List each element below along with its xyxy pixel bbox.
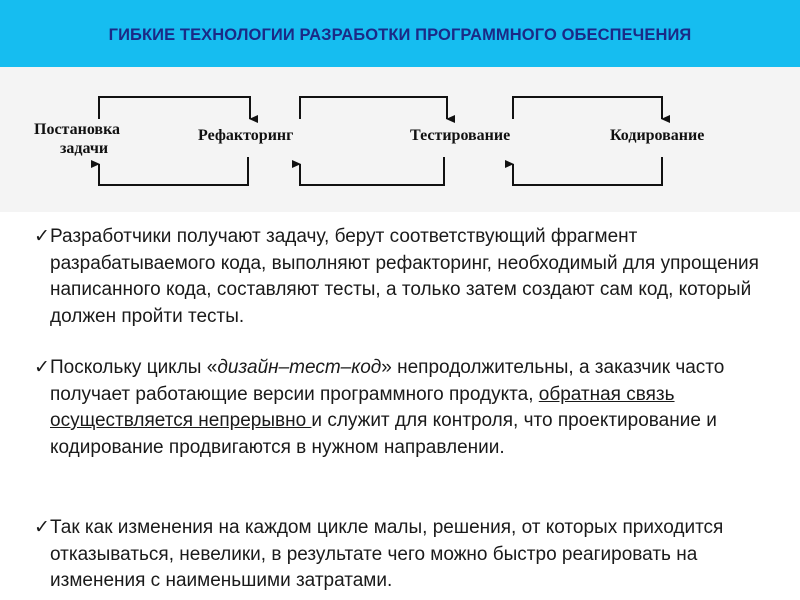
check-mark-icon: ✓: [34, 226, 50, 247]
loop-arrow-3-top: [513, 97, 662, 119]
stage-problem-statement: Постановка задачи: [34, 121, 121, 157]
slide-title: ГИБКИЕ ТЕХНОЛОГИИ РАЗРАБОТКИ ПРОГРАММНОГО ОБЕСПЕЧЕНИЯ: [108, 26, 692, 44]
loop-arrow-1-bottom: [99, 157, 248, 185]
bullet-list: [0, 212, 800, 600]
bullet-item: ✓ Так как изменения на каждом цикле малы, решения, от которых приходится отказываться, невелики, в результате чего можно быстро реагировать на изменения с наименьшими затратами.: [34, 517, 724, 591]
stage-refactoring: Рефакторинг: [198, 127, 294, 144]
process-diagram: [0, 67, 800, 212]
loop-arrow-2-bottom: [300, 157, 444, 185]
feedback-phrase: обратная связь осуществляется непрерывно: [50, 383, 675, 431]
loop-arrow-3-bottom: [513, 157, 662, 185]
check-mark-icon: ✓: [34, 517, 50, 538]
loop-arrow-1-top: [99, 97, 250, 119]
stage-coding: Кодирование: [610, 127, 705, 144]
bullet-item: ✓ Поскольку циклы «дизайн–тест–код» непродолжительны, а заказчик часто получает работающие версии программного продукта, обратная связь осуществляется непрерывно и служит для контроля, что проектирование и кодирование продвигаются в нужном направлении.: [34, 357, 725, 458]
loop-arrow-2-top: [300, 97, 447, 119]
title-bar: [0, 0, 800, 67]
check-mark-icon: ✓: [34, 357, 50, 378]
stage-testing: Тестирование: [410, 127, 511, 144]
cycle-phrase: дизайн–тест–код: [217, 357, 382, 378]
bullet-item: ✓ Разработчики получают задачу, берут соответствующий фрагмент разрабатываемого кода, выполняют рефакторинг, необходимый для упрощения написанного кода, составляют тесты, а только затем создают сам код, который должен пройти тесты.: [34, 226, 759, 327]
